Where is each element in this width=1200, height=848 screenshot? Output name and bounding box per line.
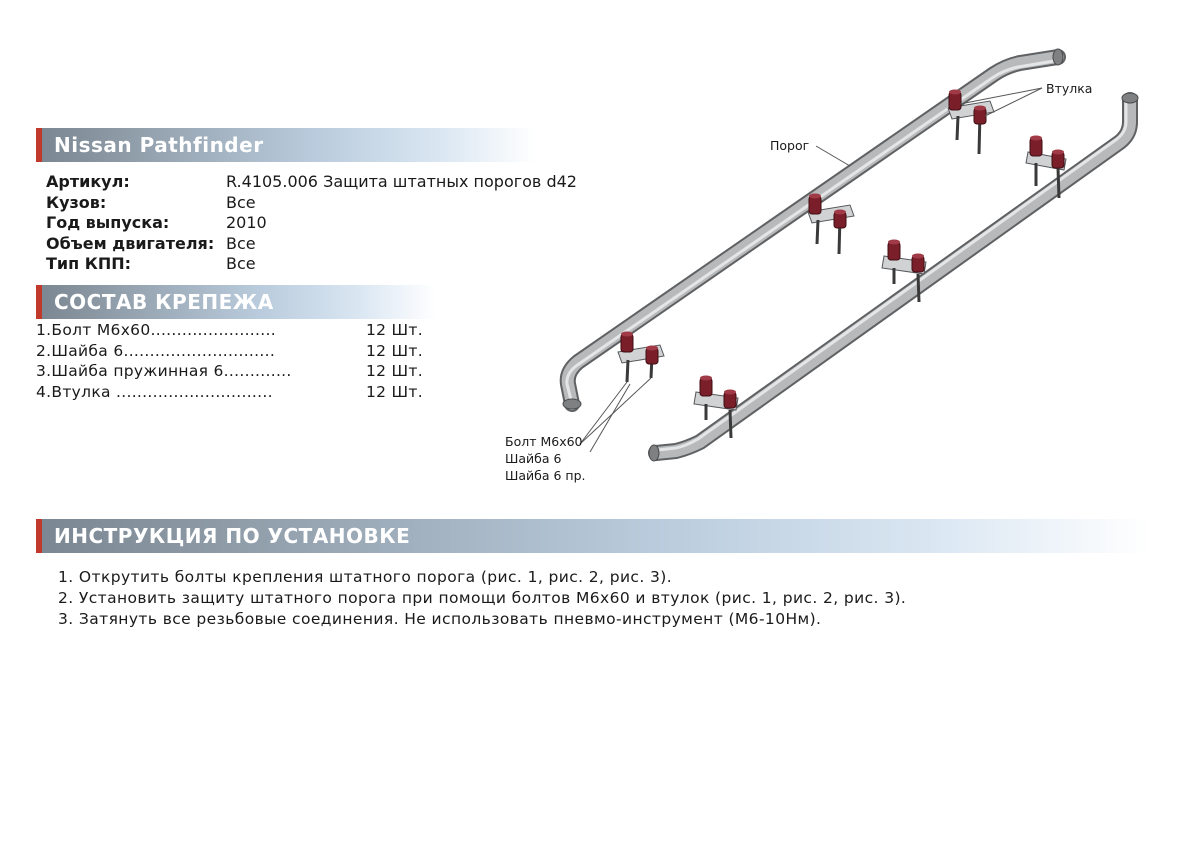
label-spring-washer: Шайба 6 пр. [505, 468, 586, 483]
instruction-step: 3. Затянуть все резьбовые соединения. Не использовать пневмо-инструмент (М6-10Нм). [58, 610, 822, 628]
info-value: 2010 [226, 213, 267, 232]
instruction-step: 2. Установить защиту штатного порога при помощи болтов М6х60 и втулок (рис. 1, рис. 2, рис. 3). [58, 589, 907, 607]
vehicle-title-banner: Nissan Pathfinder [36, 128, 536, 162]
info-key: Тип КПП: [46, 254, 132, 273]
part-name: 3.Шайба пружинная 6............. [36, 362, 292, 380]
part-quantity: 12 Шт. [366, 321, 423, 339]
info-value: Все [226, 192, 256, 212]
mount-bracket [808, 194, 854, 255]
label-sill: Порог [770, 138, 810, 153]
list-item [36, 382, 423, 403]
info-value: Все [226, 254, 256, 273]
label-bushing: Втулка [1046, 81, 1093, 96]
mount-bracket [618, 332, 664, 383]
info-value: Все [226, 233, 256, 253]
sill-guard-diagram [490, 40, 1170, 500]
part-name: 1.Болт М6х60........................ [36, 321, 276, 339]
list-item [36, 320, 423, 341]
instructions-title-banner: ИНСТРУКЦИЯ ПО УСТАНОВКЕ [36, 519, 1150, 553]
tube-end-rear-top [1053, 49, 1063, 65]
tube-end-rear [563, 399, 581, 409]
list-item [36, 341, 423, 362]
tube-end-front-top [1122, 93, 1138, 103]
info-key: Кузов: [46, 192, 107, 212]
part-quantity: 12 Шт. [366, 362, 423, 380]
info-value: R.4105.006 Защита штатных порогов d42 [226, 172, 577, 191]
tube-end-front [649, 445, 659, 461]
info-key: Объем двигателя: [46, 233, 215, 253]
leader-lines [580, 88, 1042, 452]
label-washer: Шайба 6 [505, 451, 562, 466]
part-quantity: 12 Шт. [366, 341, 423, 360]
part-name: 2.Шайба 6............................. [36, 341, 276, 360]
part-quantity: 12 Шт. [366, 382, 423, 401]
info-key: Артикул: [46, 172, 130, 191]
info-key: Год выпуска: [46, 213, 170, 232]
instruction-step: 1. Открутить болты крепления штатного порога (рис. 1, рис. 2, рис. 3). [58, 568, 673, 586]
fasteners-list [36, 320, 423, 402]
instructions-list [58, 567, 906, 630]
part-name: 4.Втулка .............................. [36, 382, 273, 401]
fasteners-title-banner: СОСТАВ КРЕПЕЖА [36, 285, 436, 319]
label-bolt: Болт М6х60 [505, 434, 583, 449]
list-item [36, 361, 423, 382]
